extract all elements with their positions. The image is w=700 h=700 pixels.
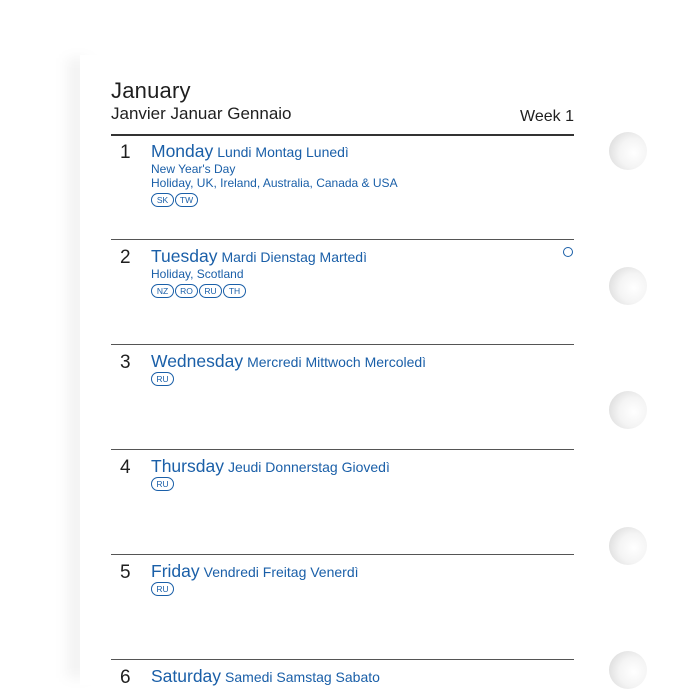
day-number: 4 xyxy=(120,457,131,478)
day-name xyxy=(151,666,380,687)
country-badge: TH xyxy=(223,284,246,298)
day-name-english: Tuesday xyxy=(151,246,218,266)
day-entry-6 xyxy=(111,663,574,688)
day-entry-2 xyxy=(111,243,574,343)
day-number: 1 xyxy=(120,142,131,163)
day-name-english: Friday xyxy=(151,561,200,581)
binder-hole-icon xyxy=(609,267,647,305)
day-name-english: Thursday xyxy=(151,456,224,476)
country-badges xyxy=(151,477,174,491)
day-name xyxy=(151,561,359,582)
country-badge: RU xyxy=(199,284,222,298)
day-note: Holiday, UK, Ireland, Australia, Canada & USA xyxy=(151,176,398,190)
day-number: 3 xyxy=(120,352,131,373)
country-badge: RU xyxy=(151,372,174,386)
country-badge: TW xyxy=(175,193,198,207)
day-entry-1 xyxy=(111,138,574,238)
binder-hole-icon xyxy=(609,391,647,429)
day-name-translations: Jeudi Donnerstag Giovedì xyxy=(227,459,390,475)
day-name-english: Wednesday xyxy=(151,351,244,371)
binder-hole-icon xyxy=(609,132,647,170)
country-badge: RO xyxy=(175,284,198,298)
country-badges xyxy=(151,582,174,596)
day-number: 5 xyxy=(120,562,131,583)
country-badges xyxy=(151,193,198,207)
header-rule xyxy=(111,134,574,136)
day-name xyxy=(151,351,426,372)
day-entry-5 xyxy=(111,558,574,658)
day-divider xyxy=(111,239,574,240)
day-name-english: Monday xyxy=(151,141,214,161)
day-number: 2 xyxy=(120,247,131,268)
country-badges xyxy=(151,372,174,386)
day-name xyxy=(151,456,390,477)
day-divider xyxy=(111,344,574,345)
day-name-english: Saturday xyxy=(151,666,222,686)
month-translations: Janvier Januar Gennaio xyxy=(111,104,292,123)
day-divider xyxy=(111,449,574,450)
country-badge: NZ xyxy=(151,284,174,298)
day-divider xyxy=(111,659,574,660)
day-name xyxy=(151,246,367,267)
day-entry-3 xyxy=(111,348,574,448)
country-badge: SK xyxy=(151,193,174,207)
day-number: 6 xyxy=(120,667,131,688)
binder-hole-icon xyxy=(609,651,647,689)
day-divider xyxy=(111,554,574,555)
day-entry-4 xyxy=(111,453,574,553)
day-name-translations: Mardi Dienstag Martedì xyxy=(221,249,367,265)
binder-hole-icon xyxy=(609,527,647,565)
day-name-translations: Vendredi Freitag Venerdì xyxy=(203,564,359,580)
day-name-translations: Samedi Samstag Sabato xyxy=(225,669,380,685)
day-name-translations: Mercredi Mittwoch Mercoledì xyxy=(247,354,427,370)
day-note: Holiday, Scotland xyxy=(151,267,244,281)
new-moon-circle-icon xyxy=(563,247,573,257)
month-title: January xyxy=(111,78,191,103)
country-badge: RU xyxy=(151,582,174,596)
country-badge: RU xyxy=(151,477,174,491)
day-note: New Year's Day xyxy=(151,162,236,176)
day-name xyxy=(151,141,349,162)
day-name-translations: Lundi Montag Lunedì xyxy=(217,144,349,160)
country-badges xyxy=(151,284,246,298)
week-label: Week 1 xyxy=(520,108,574,125)
